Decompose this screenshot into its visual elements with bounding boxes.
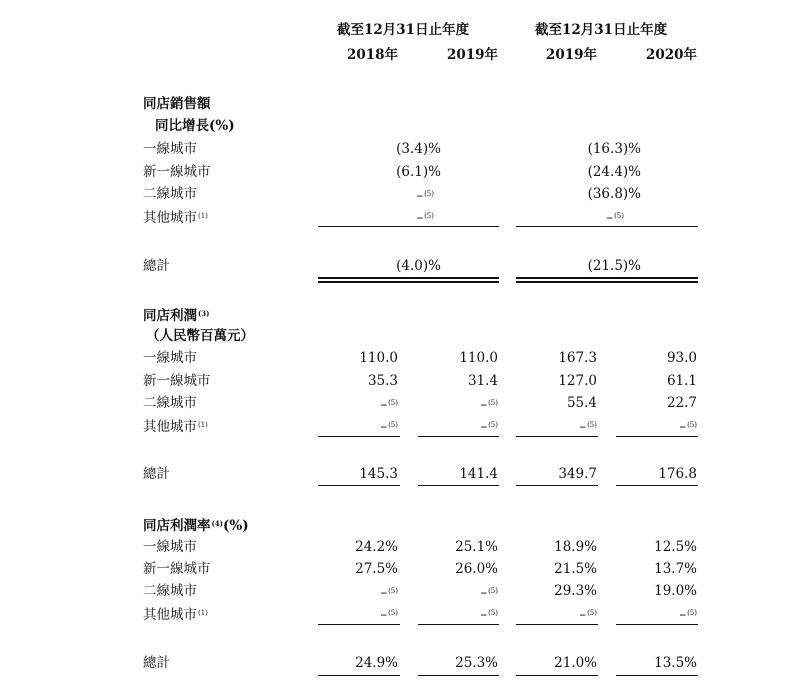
section3-total-value: 21.0% bbox=[554, 655, 597, 671]
subtotal-rule bbox=[516, 226, 698, 227]
header-group-left: 截至12月31日止年度 bbox=[337, 22, 470, 38]
header-year-3: 2019年 bbox=[545, 47, 597, 63]
section3-value: 19.0% bbox=[654, 583, 697, 599]
section3-value: –$^{(5)}$ bbox=[480, 585, 498, 601]
double-rule bbox=[318, 277, 499, 279]
section3-value: –$^{(5)}$ bbox=[480, 607, 498, 623]
section2-total-label: 總計 bbox=[143, 466, 170, 482]
section1-value: (6.1)% bbox=[396, 164, 441, 180]
total-rule bbox=[318, 675, 400, 676]
section2-total-value: 141.4 bbox=[459, 466, 498, 482]
section1-value: –$^{(5)}$ bbox=[416, 210, 434, 226]
section3-row-label: 一線城市 bbox=[143, 539, 197, 555]
subtotal-rule bbox=[616, 436, 698, 437]
subtotal-rule bbox=[318, 624, 400, 625]
subtotal-rule bbox=[516, 436, 598, 437]
section3-total-value: 13.5% bbox=[654, 655, 697, 671]
section2-subtitle: （人民幣百萬元） bbox=[146, 328, 254, 344]
section1-subtitle: 同比增長(%) bbox=[155, 118, 235, 134]
section1-total-value: (21.5)% bbox=[587, 258, 641, 274]
section2-row-label: 一線城市 bbox=[143, 350, 197, 366]
section1-value: (3.4)% bbox=[396, 141, 441, 157]
section2-value: –$^{(5)}$ bbox=[679, 419, 697, 435]
section3-value: 24.2% bbox=[355, 539, 398, 555]
section1-row-label: 二線城市 bbox=[143, 186, 197, 202]
section3-value: 26.0% bbox=[455, 561, 498, 577]
section3-value: –$^{(5)}$ bbox=[679, 607, 697, 623]
section1-value: (16.3)% bbox=[587, 141, 641, 157]
section1-value: –$^{(5)}$ bbox=[606, 210, 624, 226]
subtotal-rule bbox=[516, 624, 598, 625]
section2-title: 同店利潤$^{(3)}$ bbox=[143, 308, 210, 324]
section1-total-label: 總計 bbox=[143, 258, 170, 274]
section2-total-value: 349.7 bbox=[558, 466, 597, 482]
total-rule bbox=[418, 485, 499, 486]
section2-value: 61.1 bbox=[666, 373, 697, 389]
section1-row-label: 其他城市$^{(1)}$ bbox=[143, 210, 208, 226]
section3-row-label: 新一線城市 bbox=[143, 561, 211, 577]
section3-row-label: 二線城市 bbox=[143, 583, 197, 599]
section2-row-label: 二線城市 bbox=[143, 395, 197, 411]
section3-value: –$^{(5)}$ bbox=[380, 585, 398, 601]
section3-total-value: 24.9% bbox=[355, 655, 398, 671]
section2-value: 31.4 bbox=[467, 373, 498, 389]
section3-value: 21.5% bbox=[554, 561, 597, 577]
total-rule bbox=[616, 485, 698, 486]
section2-value: –$^{(5)}$ bbox=[579, 419, 597, 435]
section3-value: –$^{(5)}$ bbox=[380, 607, 398, 623]
subtotal-rule bbox=[418, 624, 499, 625]
header-group-right: 截至12月31日止年度 bbox=[535, 22, 668, 38]
header-year-1: 2018年 bbox=[346, 47, 398, 63]
section3-value: 27.5% bbox=[355, 561, 398, 577]
section2-value: –$^{(5)}$ bbox=[480, 419, 498, 435]
section2-value: –$^{(5)}$ bbox=[480, 397, 498, 413]
section2-total-value: 176.8 bbox=[658, 466, 697, 482]
section2-value: 35.3 bbox=[367, 373, 398, 389]
subtotal-rule bbox=[418, 436, 499, 437]
subtotal-rule bbox=[318, 226, 499, 227]
section2-row-label: 其他城市$^{(1)}$ bbox=[143, 419, 208, 435]
section1-total-value: (4.0)% bbox=[396, 258, 441, 274]
section2-value: 55.4 bbox=[566, 395, 597, 411]
section3-row-label: 其他城市$^{(1)}$ bbox=[143, 607, 208, 623]
total-rule bbox=[616, 675, 698, 676]
total-rule bbox=[318, 485, 400, 486]
section3-total-label: 總計 bbox=[143, 655, 170, 671]
header-year-4: 2020年 bbox=[645, 47, 697, 63]
subtotal-rule bbox=[616, 624, 698, 625]
section2-value: 110.0 bbox=[459, 350, 498, 366]
section1-value: –$^{(5)}$ bbox=[416, 188, 434, 204]
header-year-2: 2019年 bbox=[446, 47, 498, 63]
section2-value: 110.0 bbox=[359, 350, 398, 366]
section3-total-value: 25.3% bbox=[455, 655, 498, 671]
section1-title: 同店銷售額 bbox=[143, 96, 211, 112]
section2-value: –$^{(5)}$ bbox=[380, 419, 398, 435]
total-rule bbox=[418, 675, 499, 676]
section3-title: 同店利潤率$^{(4)}$(%) bbox=[143, 518, 249, 534]
double-rule bbox=[516, 277, 698, 279]
section1-row-label: 一線城市 bbox=[143, 141, 197, 157]
section2-total-value: 145.3 bbox=[359, 466, 398, 482]
section3-value: 25.1% bbox=[455, 539, 498, 555]
total-rule bbox=[516, 485, 598, 486]
subtotal-rule bbox=[318, 436, 400, 437]
double-rule bbox=[516, 281, 698, 283]
section2-value: 127.0 bbox=[558, 373, 597, 389]
total-rule bbox=[516, 675, 598, 676]
section3-value: 18.9% bbox=[554, 539, 597, 555]
section3-value: –$^{(5)}$ bbox=[579, 607, 597, 623]
section1-value: (36.8)% bbox=[587, 186, 641, 202]
section1-row-label: 新一線城市 bbox=[143, 164, 211, 180]
section2-value: 93.0 bbox=[666, 350, 697, 366]
section2-value: 167.3 bbox=[558, 350, 597, 366]
section3-value: 13.7% bbox=[654, 561, 697, 577]
double-rule bbox=[318, 281, 499, 283]
section3-value: 29.3% bbox=[554, 583, 597, 599]
section2-value: –$^{(5)}$ bbox=[380, 397, 398, 413]
section3-value: 12.5% bbox=[654, 539, 697, 555]
section2-value: 22.7 bbox=[666, 395, 697, 411]
section2-row-label: 新一線城市 bbox=[143, 373, 211, 389]
section1-value: (24.4)% bbox=[587, 164, 641, 180]
